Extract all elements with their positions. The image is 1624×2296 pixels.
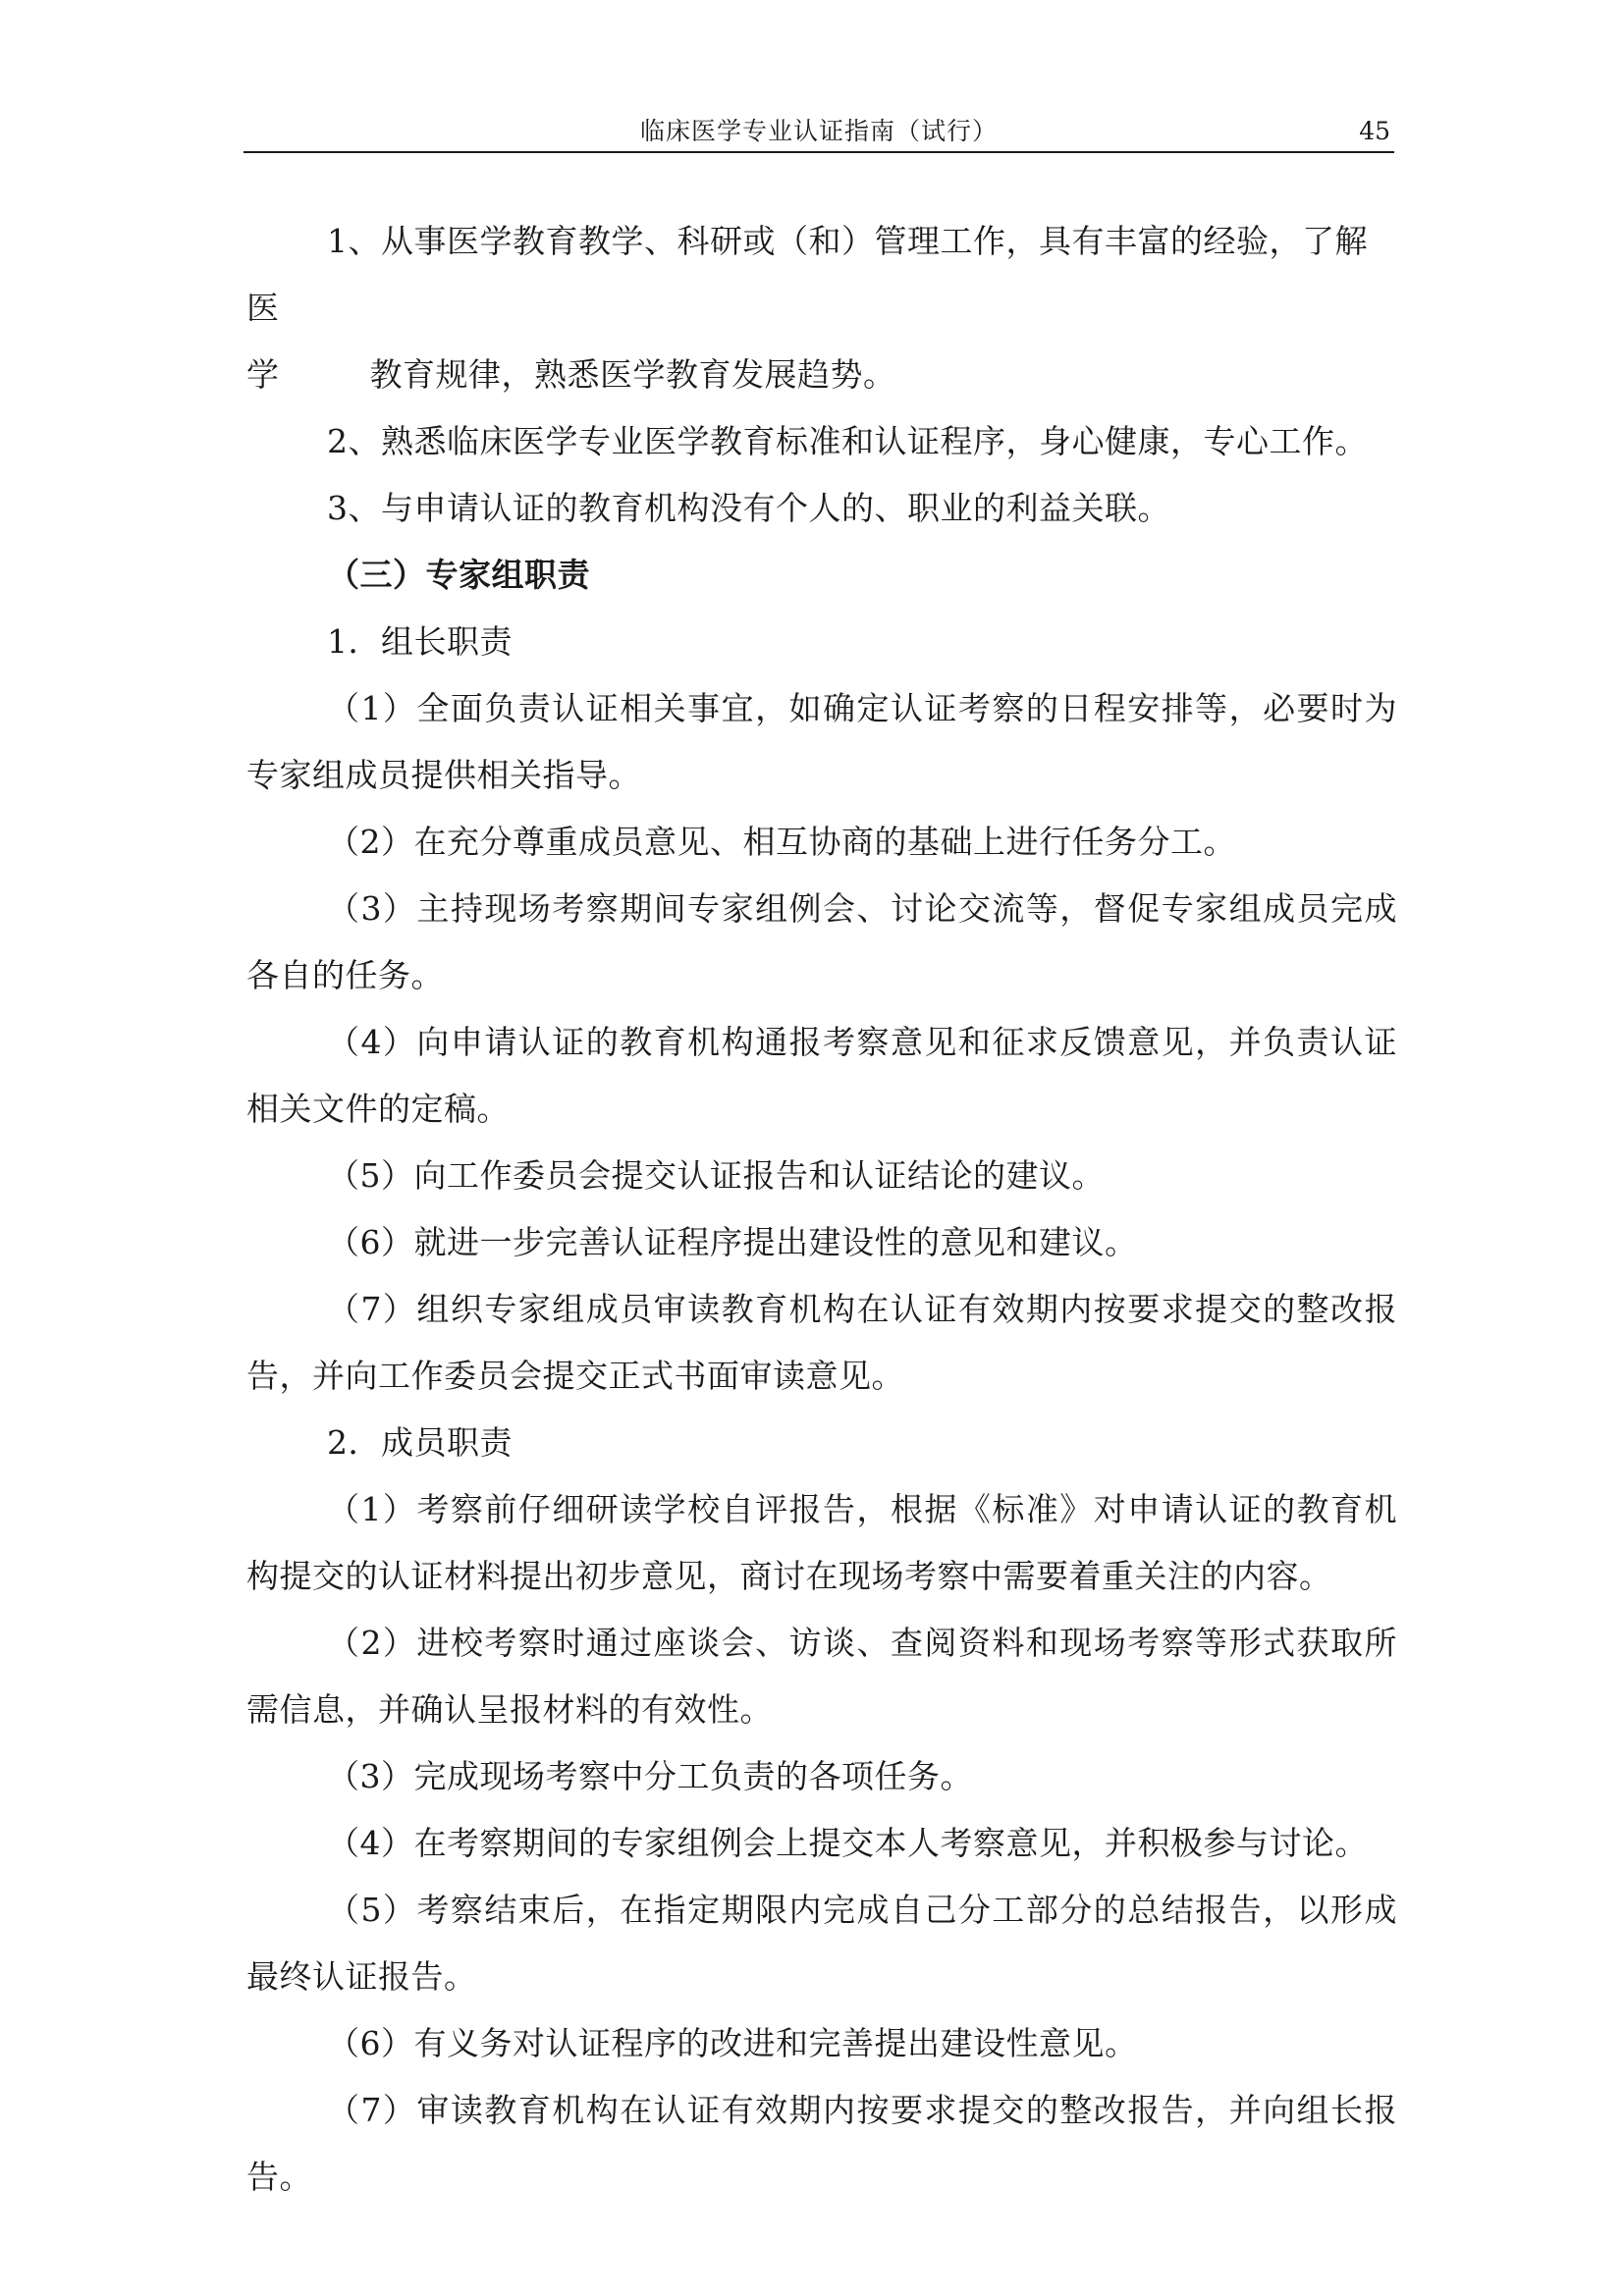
member-duty-3: （3）完成现场考察中分工负责的各项任务。 bbox=[327, 1757, 973, 1795]
leader-duties-heading: 1．组长职责 bbox=[327, 622, 513, 661]
member-duty-5: （5）考察结束后，在指定期限内完成自己分工部分的总结报告，以形成最终认证报告。 bbox=[246, 1891, 1397, 1996]
leader-duty-3: （3）主持现场考察期间专家组例会、讨论交流等，督促专家组成员完成各自的任务。 bbox=[246, 889, 1397, 994]
header-title: 临床医学专业认证指南（试行） bbox=[639, 117, 998, 145]
leader-duty-4: （4）向申请认证的教育机构通报考察意见和征求反馈意见，并负责认证相关文件的定稿。 bbox=[246, 1023, 1397, 1128]
section-heading-3: （三）专家组职责 bbox=[327, 556, 590, 594]
member-duty-1: （1）考察前仔细研读学校自评报告，根据《标准》对申请认证的教育机构提交的认证材料提出初步意见，商讨在现场考察中需要着重关注的内容。 bbox=[246, 1490, 1397, 1595]
criterion-3: 3、与申请认证的教育机构没有个人的、职业的利益关联。 bbox=[327, 489, 1170, 527]
leader-duty-6: （6）就进一步完善认证程序提出建设性的意见和建议。 bbox=[327, 1223, 1138, 1261]
criterion-1-line-2-start: 学 bbox=[246, 355, 280, 394]
criterion-2: 2、熟悉临床医学专业医学教育标准和认证程序，身心健康，专心工作。 bbox=[327, 422, 1368, 460]
leader-duty-1: （1）全面负责认证相关事宜，如确定认证考察的日程安排等，必要时为专家组成员提供相关指导。 bbox=[246, 689, 1397, 794]
document-body bbox=[246, 208, 1397, 2211]
leader-duty-5: （5）向工作委员会提交认证报告和认证结论的建议。 bbox=[327, 1156, 1105, 1195]
member-duty-2: （2）进校考察时通过座谈会、访谈、查阅资料和现场考察等形式获取所需信息，并确认呈报材料的有效性。 bbox=[246, 1624, 1397, 1729]
member-duty-6: （6）有义务对认证程序的改进和完善提出建设性意见。 bbox=[327, 2024, 1138, 2062]
leader-duty-2: （2）在充分尊重成员意见、相互协商的基础上进行任务分工。 bbox=[327, 823, 1236, 861]
criterion-1-line-2 bbox=[246, 342, 1397, 408]
member-duty-7: （7）审读教育机构在认证有效期内按要求提交的整改报告，并向组长报告。 bbox=[246, 2091, 1397, 2196]
running-header bbox=[244, 116, 1394, 153]
leader-duty-7: （7）组织专家组成员审读教育机构在认证有效期内按要求提交的整改报告，并向工作委员会提交正式书面审读意见。 bbox=[246, 1290, 1397, 1395]
criterion-1-line-2-rest: 教育规律，熟悉医学教育发展趋势。 bbox=[369, 355, 896, 394]
criterion-1-line-1: 1、从事医学教育教学、科研或（和）管理工作，具有丰富的经验，了解医 bbox=[246, 222, 1368, 327]
member-duty-4: （4）在考察期间的专家组例会上提交本人考察意见，并积极参与讨论。 bbox=[327, 1824, 1368, 1862]
page-number: 45 bbox=[1359, 117, 1390, 145]
member-duties-heading: 2．成员职责 bbox=[327, 1423, 513, 1462]
